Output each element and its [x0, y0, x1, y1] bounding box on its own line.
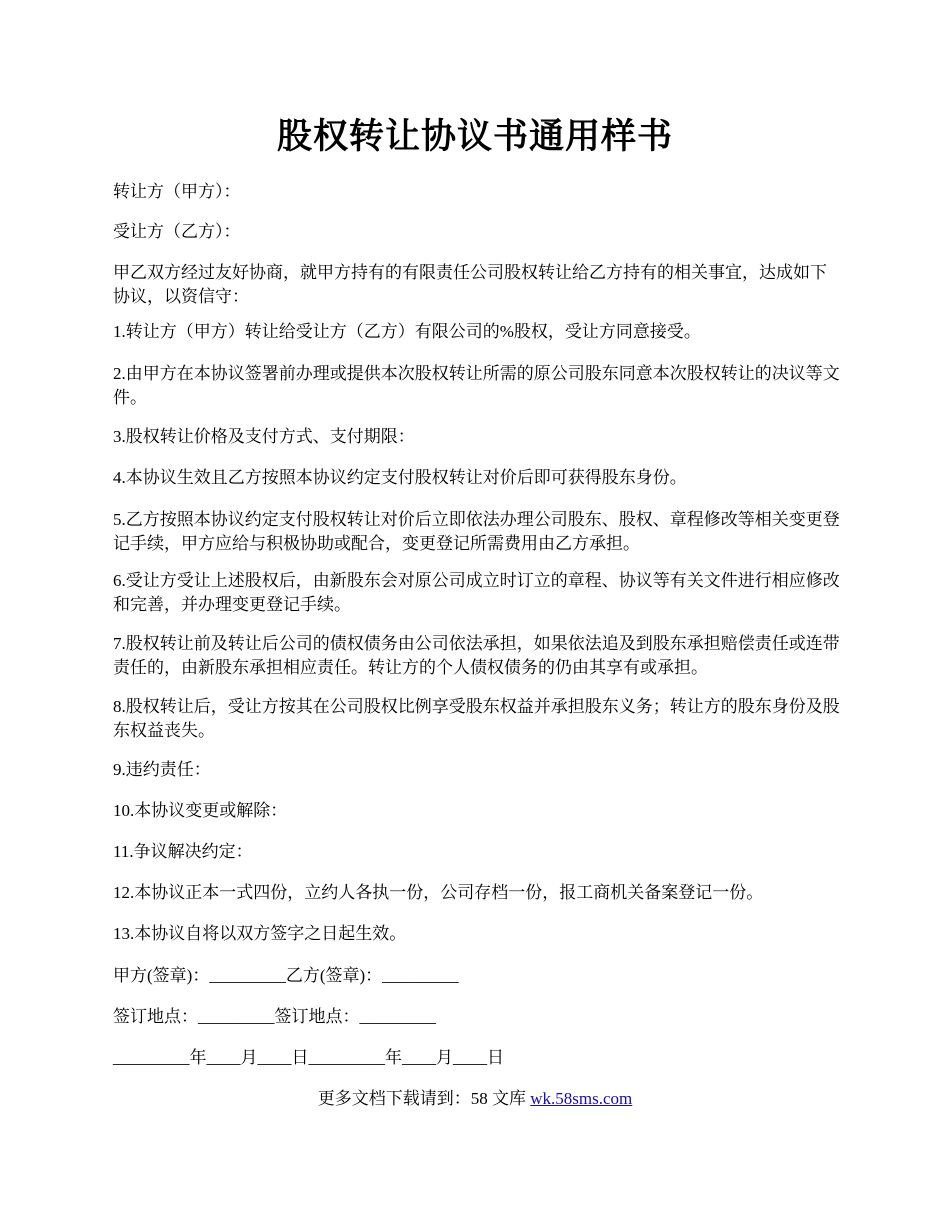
document-title: 股权转让协议书通用样书 [276, 117, 673, 156]
clause-3: 3.股权转让价格及支付方式、支付期限： [113, 427, 415, 446]
clause-11: 11.争议解决约定： [113, 842, 253, 861]
clause-5: 5.乙方按照本协议约定支付股权转让对价后立即依法办理公司股东、股权、章程修改等相关变更登记手续，甲方应给与积极协助或配合，变更登记所需费用由乙方承担。 [113, 510, 840, 553]
clause-8: 8.股权转让后，受让方按其在公司股权比例享受股东权益并承担股东义务；转让方的股东身份及股东权益丧失。 [113, 697, 840, 740]
clause-2: 2.由甲方在本协议签署前办理或提供本次股权转让所需的原公司股东同意本次股权转让的决议等文件。 [113, 364, 840, 407]
footer-link[interactable]: wk.58sms.com [530, 1089, 633, 1108]
intro-paragraph: 甲乙双方经过友好协商，就甲方持有的有限责任公司股权转让给乙方持有的相关事宜，达成如下协议，以资信守： [113, 263, 827, 306]
party-a-line: 转让方（甲方）： [113, 182, 241, 201]
clause-9: 9.违约责任： [113, 760, 211, 779]
clause-10: 10.本协议变更或解除： [113, 801, 288, 820]
signing-place-line: 签订地点：_________签订地点：_________ [113, 1007, 436, 1026]
clause-13: 13.本协议自将以双方签字之日起生效。 [113, 924, 407, 943]
clause-7: 7.股权转让前及转让后公司的债权债务由公司依法承担，如果依法追及到股东承担赔偿责任或连带责任的，由新股东承担相应责任。转让方的个人债权债务的仍由其享有或承担。 [113, 634, 840, 677]
clause-1: 1.转让方（甲方）转让给受让方（乙方）有限公司的%股权，受让方同意接受。 [113, 322, 701, 341]
footer-text: 更多文档下载请到：58 文库 [317, 1089, 531, 1108]
clause-6: 6.受让方受让上述股权后，由新股东会对原公司成立时订立的章程、协议等有关文件进行相应修改和完善，并办理变更登记手续。 [113, 571, 840, 614]
clause-4: 4.本协议生效且乙方按照本协议约定支付股权转让对价后即可获得股东身份。 [113, 468, 687, 487]
signature-line: 甲方(签章)：_________乙方(签章)：_________ [113, 966, 459, 985]
signing-date-line: _________年____月____日_________年____月____日 [113, 1048, 504, 1067]
footer [0, 1087, 950, 1111]
clause-12: 12.本协议正本一式四份，立约人各执一份，公司存档一份，报工商机关备案登记一份。 [113, 883, 764, 902]
party-b-line: 受让方（乙方）： [113, 222, 241, 241]
